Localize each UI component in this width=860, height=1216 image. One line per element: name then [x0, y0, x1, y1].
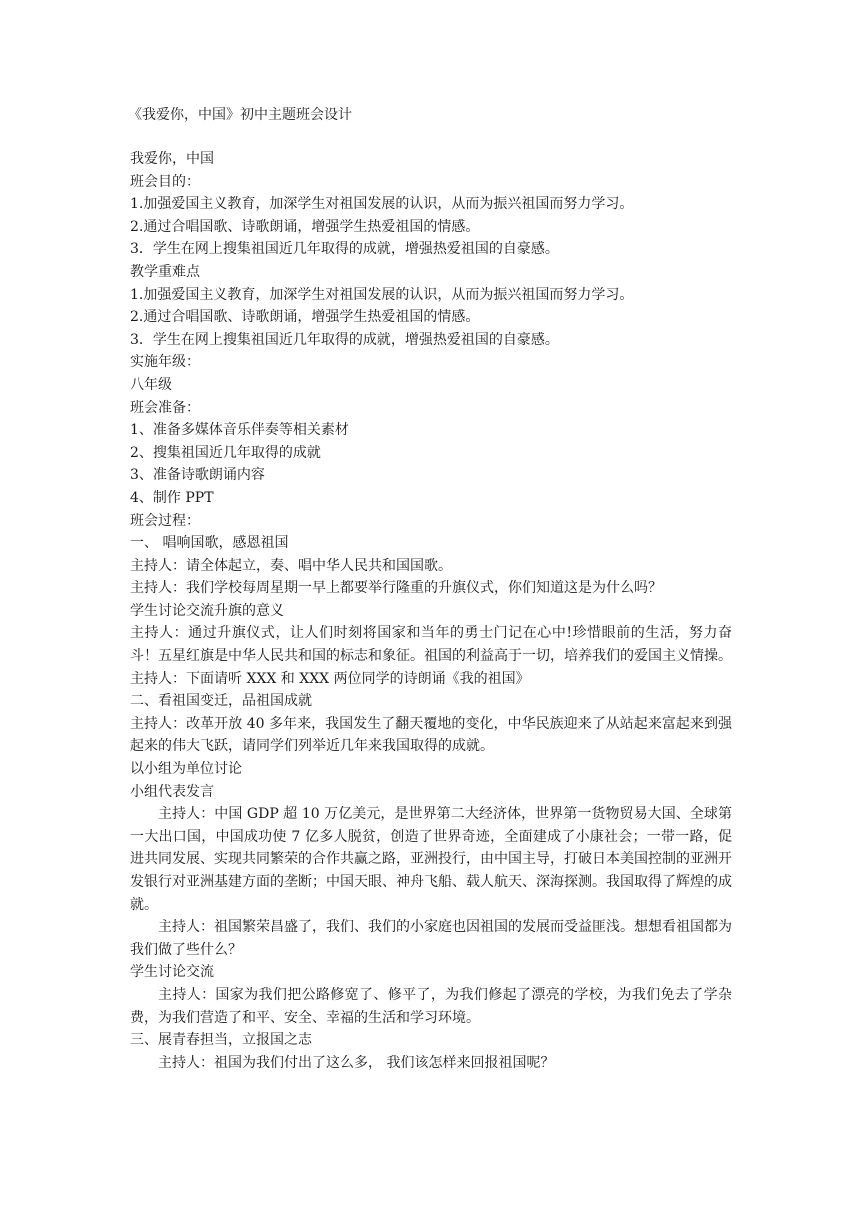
host-line: 主持人：国家为我们把公路修宽了、修平了，为我们修起了漂亮的学校，为我们免去了学杂费，为我们营造了和平、安全、幸福的生活和学习环境。: [130, 986, 732, 1026]
objective-item: 3．学生在网上搜集祖国近几年取得的成就，增强热爱祖国的自豪感。: [130, 241, 559, 258]
preparation-label: 班会准备：: [130, 399, 200, 416]
host-line: 主持人：祖国繁荣昌盛了，我们、我们的小家庭也因祖国的发展而受益匪浅。想想看祖国都为我们做了些什么？: [130, 919, 732, 958]
process-label: 班会过程：: [130, 512, 200, 529]
host-line: 主持人：通过升旗仪式，让人们时刻将国家和当年的勇士门记在心中!珍惜眼前的生活，努力奋斗！五星红旗是中华人民共和国的标志和象征。祖国的利益高于一切，培养我们的爱国主义情操。: [130, 625, 732, 665]
section-heading: 一、 唱响国歌，感恩祖国: [130, 535, 289, 552]
objective-item: 2.通过合唱国歌、诗歌朗诵，增强学生热爱祖国的情感。: [130, 218, 480, 235]
host-line: 主持人：请全体起立，奏、唱中华人民共和国国歌。: [130, 557, 452, 574]
host-line: 主持人：祖国为我们付出了这么多， 我们该怎样来回报祖国呢？: [158, 1054, 555, 1071]
document-body: [130, 148, 732, 1074]
preparation-item: 1、准备多媒体音乐伴奏等相关素材: [130, 422, 349, 439]
student-activity: 以小组为单位讨论: [130, 761, 242, 778]
preparation-item: 4、制作 PPT: [130, 489, 214, 506]
student-activity: 学生讨论交流: [130, 964, 214, 981]
objective-item: 1.加强爱国主义教育，加深学生对祖国发展的认识，从而为振兴祖国而努力学习。: [130, 196, 634, 213]
student-activity: 学生讨论交流升旗的意义: [130, 602, 284, 619]
key-point-item: 2.通过合唱国歌、诗歌朗诵，增强学生热爱祖国的情感。: [130, 309, 480, 326]
section-heading: 三、展青春担当，立报国之志: [130, 1032, 312, 1049]
host-line: 主持人：我们学校每周星期一早上都要举行隆重的升旗仪式，你们知道这是为什么吗？: [130, 580, 662, 597]
document-heading: 我爱你，中国: [130, 151, 214, 167]
section-heading: 二、看祖国变迁，品祖国成就: [130, 693, 312, 710]
student-activity: 小组代表发言: [130, 783, 214, 800]
host-line: 主持人：改革开放 40 多年来，我国发生了翻天覆地的变化，中华民族迎来了从站起来富起来到强起来的伟大飞跃，请同学们列举近几年来我国取得的成就。: [130, 715, 732, 755]
host-line: 主持人：中国 GDP 超 10 万亿美元，是世界第二大经济体，世界第一货物贸易大国、全球第一大出口国，中国成功使 7 亿多人脱贫，创造了世界奇迹，全面建成了小康社会；一带一路，促进共同发展、实现共同繁荣的合作共赢之路，亚洲投行，由中国主导，打破日本美国控制的亚洲开发银行对亚洲基建方面的垄断；中国天眼、神舟飞船、载人航天、深海探测。我国取得了辉煌的成就。: [130, 806, 732, 913]
grade-label: 实施年级：: [130, 354, 200, 371]
objectives-label: 班会目的：: [130, 173, 200, 190]
preparation-item: 3、准备诗歌朗诵内容: [130, 467, 265, 484]
host-line: 主持人：下面请听 XXX 和 XXX 两位同学的诗朗诵《我的祖国》: [130, 670, 530, 687]
key-point-item: 1.加强爱国主义教育，加深学生对祖国发展的认识，从而为振兴祖国而努力学习。: [130, 286, 634, 303]
key-point-item: 3．学生在网上搜集祖国近几年取得的成就，增强热爱祖国的自豪感。: [130, 331, 559, 348]
document-title: 《我爱你，中国》初中主题班会设计: [128, 107, 352, 123]
grade-value: 八年级: [130, 376, 172, 393]
preparation-item: 2、搜集祖国近几年取得的成就: [130, 444, 321, 461]
key-points-label: 教学重难点: [130, 263, 200, 280]
